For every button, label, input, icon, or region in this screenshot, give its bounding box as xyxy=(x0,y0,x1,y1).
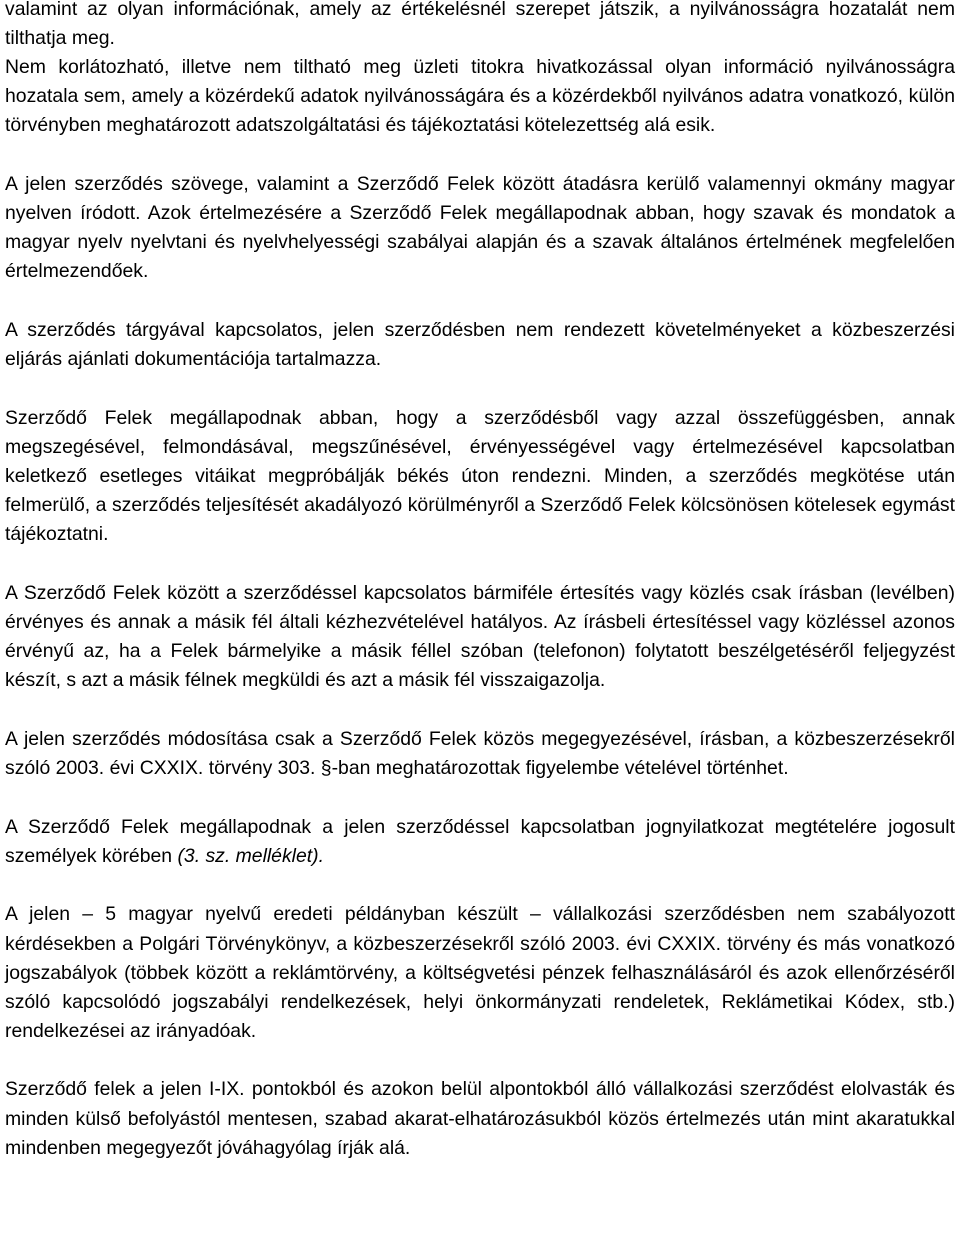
paragraph-disputes xyxy=(5,404,955,549)
paragraph-language xyxy=(5,170,955,286)
paragraph-text: valamint az olyan információnak, amely az értékelésnél szerepet játszik, a nyilvánosságra hozatalát nem tilthatja meg. Nem korlátozható, illetve nem tiltható meg üzleti titokra hivatkozással olyan információ nyilvánosságra hozatala sem, amely a közérdekű adatok nyilvánosságára és a közérdekből nyilvános adatra vonatkozó, külön törvényben meghatározott adatszolgáltatási és tájékoztatási kötelezettség alá esik. xyxy=(5,0,955,137)
paragraph-notifications xyxy=(5,579,955,695)
paragraph-text: A jelen szerződés szövege, valamint a Szerződő Felek között átadásra kerülő valamennyi okmány magyar nyelven íródott. Azok értelmezésére a Szerződő Felek megállapodnak abban, hogy szavak és mondatok a magyar nyelv nyelvtani és nyelvhelyességi szabályai alapján és a szavak általános értelmének megfelelően értelmezendőek. xyxy=(5,173,955,283)
paragraph-text: A Szerződő Felek között a szerződéssel kapcsolatos bármiféle értesítés vagy közlés csak írásban (levélben) érvényes és annak a másik fél általi kézhezvételével hatályos. Az írásbeli értesítéssel vagy közléssel azonos érvényű az, ha a Felek bármelyike a másik féllel szóban (telefonon) folytatott beszélgetéséről feljegyzést készít, s azt a másik félnek megküldi és azt a másik fél visszaigazolja. xyxy=(5,581,955,692)
document-page xyxy=(5,0,955,1163)
paragraph-trade-secret xyxy=(5,0,955,140)
annex-reference: (3. sz. melléklet). xyxy=(177,844,324,867)
paragraph-text: A Szerződő Felek megállapodnak a jelen szerződéssel kapcsolatban jognyilatkozat megtételére jogosult személyek körében xyxy=(5,815,955,867)
paragraph-text: Szerződő felek a jelen I-IX. pontokból és azokon belül alpontokból álló vállalkozási szerződést elolvasták és minden külső befolyástól mentesen, szabad akarat-elhatározásukból közös értelmezés után mint akaratukkal mindenben megegyezőt jóváhagyólag írják alá. xyxy=(5,1078,955,1159)
paragraph-text: A jelen szerződés módosítása csak a Szerződő Felek közös megegyezésével, írásban, a közbeszerzésekről szóló 2003. évi CXXIX. törvény 303. §-ban meghatározottak figyelembe vételével történhet. xyxy=(5,727,955,779)
paragraph-text: Szerződő Felek megállapodnak abban, hogy a szerződésből vagy azzal összefüggésben, annak megszegésével, felmondásával, megszűnésével, érvényességével vagy értelmezésével kapcsolatban keletkező esetleges vitáikat megpróbálják békés úton rendezni. Minden, a szerződés megkötése után felmerülő, a szerződés teljesítését akadályozó körülményről a Szerződő Felek kölcsönösen kötelesek egymást tájékoztatni. xyxy=(5,406,955,546)
paragraph-text: A jelen – 5 magyar nyelvű eredeti példányban készült – vállalkozási szerződésben nem szabályozott kérdésekben a Polgári Törvénykönyv, a közbeszerzésekről szóló 2003. évi CXXIX. törvény és más vonatkozó jogszabályok (többek között a reklámtörvény, a költségvetési pénzek felhasználásáról és azok ellenőrzéséről szóló kapcsolódó jogszabályi rendelkezések, helyi önkormányzati rendeletek, Reklámetikai Kódex, stb.) rendelkezései az irányadóak. xyxy=(5,903,955,1042)
paragraph-text: A szerződés tárgyával kapcsolatos, jelen szerződésben nem rendezett követelményeket a közbeszerzési eljárás ajánlati dokumentációja tartalmazza. xyxy=(5,319,955,371)
paragraph-governing-law xyxy=(5,900,955,1045)
paragraph-requirements xyxy=(5,316,955,374)
paragraph-authorized-persons xyxy=(5,813,955,871)
paragraph-amendment xyxy=(5,725,955,783)
paragraph-signature-statement xyxy=(5,1075,955,1162)
